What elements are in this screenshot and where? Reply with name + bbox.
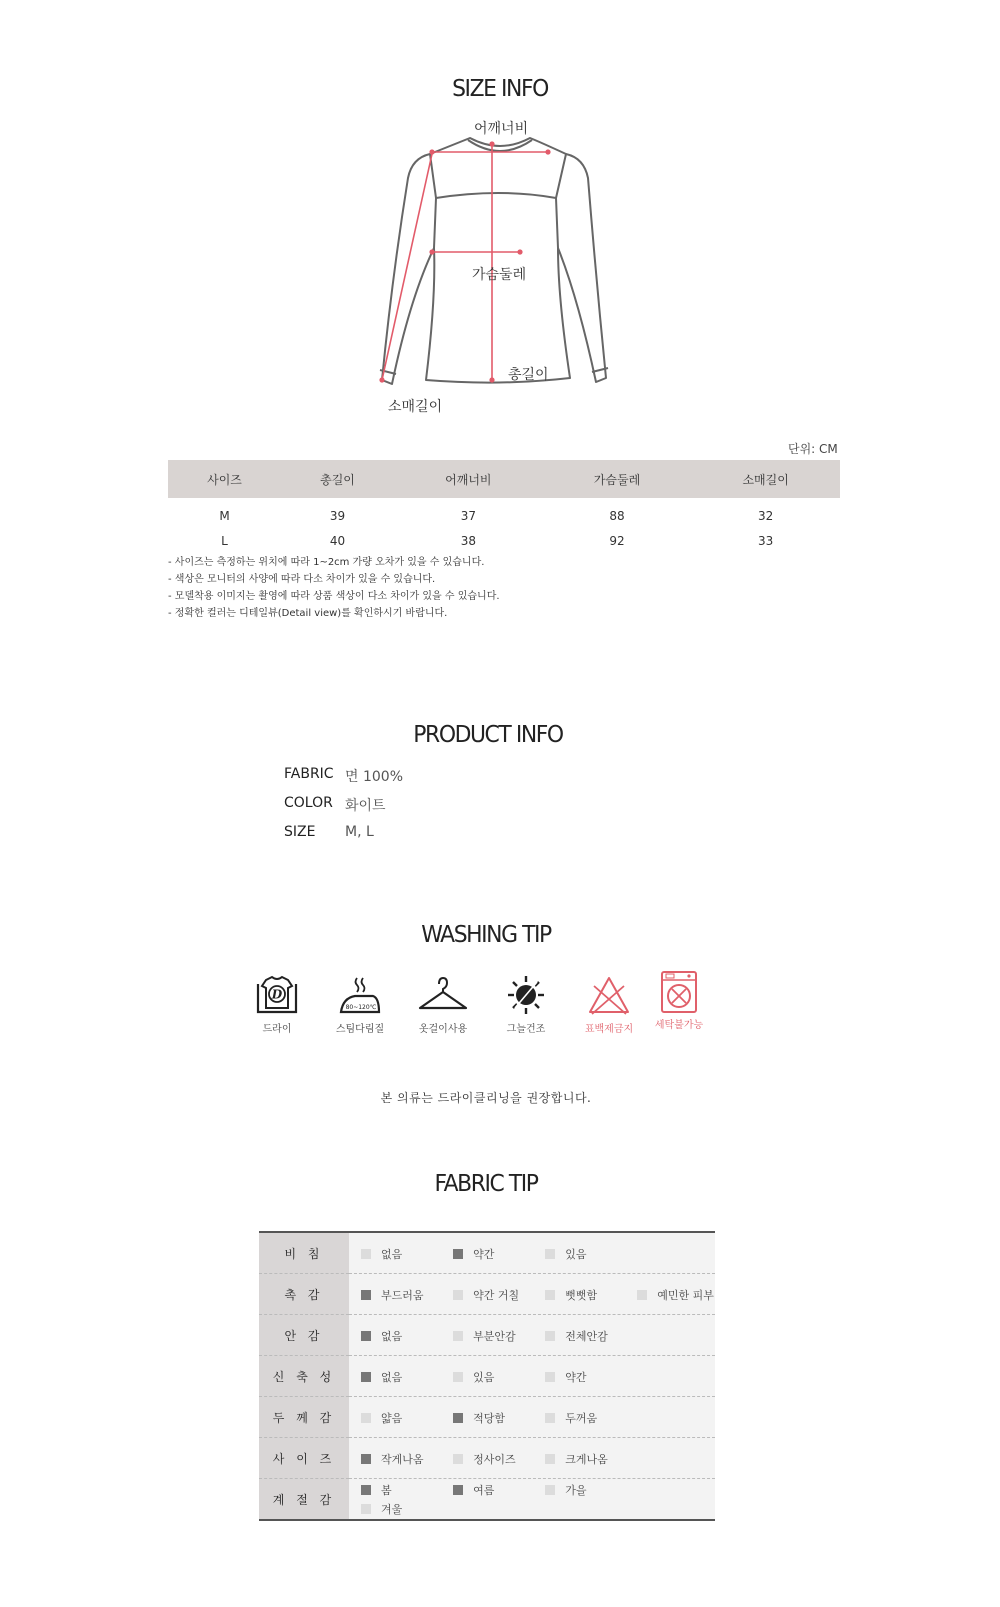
- checkbox-checked-icon: [361, 1331, 371, 1341]
- option-label: 전체안감: [565, 1329, 608, 1343]
- fabric-option: [361, 1501, 448, 1517]
- column-header: 어깨너비: [394, 460, 543, 498]
- wash-label: 옷걸이사용: [418, 1024, 468, 1035]
- fabric-option: [545, 1451, 632, 1467]
- fabric-option: [453, 1451, 540, 1467]
- column-header: 사이즈: [168, 460, 281, 498]
- fabric-tip-options: [349, 1274, 715, 1315]
- product-info-value: M, L: [345, 824, 374, 840]
- size-notes: [168, 554, 500, 622]
- unit-label: 단위: CM: [788, 442, 838, 456]
- fabric-option: [453, 1410, 540, 1426]
- size-table: [168, 460, 840, 553]
- no-bleach-icon: [586, 974, 632, 1016]
- table-row: [259, 1232, 715, 1274]
- fabric-option: [361, 1246, 448, 1262]
- product-info-key: FABRIC: [284, 766, 334, 782]
- fabric-option: [453, 1246, 540, 1262]
- option-label: 있음: [565, 1247, 587, 1261]
- wash-label: 그늘건조: [506, 1024, 546, 1035]
- table-cell: 39: [329, 508, 346, 523]
- checkbox-unchecked-icon: [453, 1454, 463, 1464]
- checkbox-checked-icon: [453, 1413, 463, 1423]
- fabric-tip-key: 두 께 감: [259, 1397, 349, 1438]
- option-label: 얇음: [381, 1411, 403, 1425]
- option-label: 여름: [473, 1484, 495, 1497]
- fabric-tip-options: [349, 1397, 715, 1438]
- table-cell: 38: [460, 533, 476, 548]
- fabric-option: [637, 1287, 714, 1303]
- product-info-value: 화이트: [345, 798, 386, 814]
- checkbox-checked-icon: [453, 1249, 463, 1259]
- column-header: 가슴둘레: [543, 460, 692, 498]
- option-label: 없음: [381, 1329, 403, 1343]
- washing-tip-heading: WASHING TIP: [421, 922, 551, 948]
- checkbox-unchecked-icon: [361, 1249, 371, 1259]
- checkbox-unchecked-icon: [453, 1372, 463, 1382]
- option-label: 가을: [565, 1484, 587, 1497]
- checkbox-unchecked-icon: [361, 1504, 371, 1514]
- fabric-option: [545, 1287, 632, 1303]
- product-info-row: [284, 824, 403, 853]
- fabric-option: [453, 1287, 540, 1303]
- product-info-list: [284, 766, 403, 853]
- table-cell: 40: [329, 533, 346, 548]
- hanger-icon: [417, 974, 469, 1016]
- wash-label: 표백제금지: [584, 1024, 634, 1035]
- dry-clean-icon: [254, 974, 300, 1016]
- checkbox-unchecked-icon: [545, 1485, 555, 1495]
- checkbox-checked-icon: [361, 1485, 371, 1495]
- product-info-key: SIZE: [284, 824, 316, 840]
- note-line: - 사이즈는 측정하는 위치에 따라 1~2cm 가량 오차가 있을 수 있습니다.: [168, 557, 485, 568]
- fabric-option: [361, 1369, 448, 1385]
- table-row: [259, 1274, 715, 1315]
- wash-item-steam-iron: [321, 974, 399, 1035]
- wash-item-shade-dry: [487, 974, 565, 1035]
- care-recommendation: 본 의류는 드라이클리닝을 권장합니다.: [380, 1091, 592, 1105]
- fabric-tip-key: 사 이 즈: [259, 1438, 349, 1479]
- steam-iron-icon: [337, 974, 383, 1016]
- fabric-option: [361, 1451, 448, 1467]
- checkbox-unchecked-icon: [545, 1249, 555, 1259]
- no-washing-machine-icon: [656, 970, 702, 1016]
- fabric-tip-options: [349, 1438, 715, 1479]
- fabric-option: [545, 1369, 632, 1385]
- wash-label: 드라이: [262, 1024, 292, 1035]
- checkbox-checked-icon: [361, 1454, 371, 1464]
- checkbox-unchecked-icon: [545, 1331, 555, 1341]
- option-label: 크게나옴: [565, 1452, 608, 1466]
- table-cell: 88: [609, 508, 625, 523]
- option-label: 있음: [473, 1370, 495, 1384]
- product-info-row: [284, 766, 403, 795]
- product-info-key: COLOR: [284, 795, 333, 811]
- note-line: - 모델착용 이미지는 촬영에 따라 상품 색상이 다소 차이가 있을 수 있습니다.: [168, 591, 500, 602]
- option-label: 봄: [381, 1484, 392, 1497]
- table-cell: 92: [609, 533, 625, 548]
- checkbox-checked-icon: [361, 1290, 371, 1300]
- option-label: 없음: [381, 1370, 403, 1384]
- checkbox-unchecked-icon: [453, 1290, 463, 1300]
- checkbox-checked-icon: [361, 1372, 371, 1382]
- fabric-tip-table: [259, 1231, 715, 1521]
- fabric-option: [545, 1410, 632, 1426]
- option-label: 약간: [473, 1247, 495, 1261]
- option-label: 없음: [381, 1247, 403, 1261]
- option-label: 예민한 피부: [657, 1288, 714, 1302]
- shade-dry-icon: [503, 974, 549, 1016]
- option-label: 작게나옴: [381, 1452, 424, 1466]
- fabric-tip-options: [349, 1232, 715, 1274]
- option-label: 두꺼움: [565, 1411, 598, 1425]
- fabric-tip-options: [349, 1356, 715, 1397]
- table-cell: M: [219, 508, 230, 523]
- fabric-tip-options: [349, 1315, 715, 1356]
- shoulder-label: 어깨너비: [474, 121, 529, 137]
- table-row: [259, 1479, 715, 1521]
- fabric-tip-key: 신 축 성: [259, 1356, 349, 1397]
- fabric-option: [545, 1482, 632, 1498]
- option-label: 정사이즈: [473, 1452, 516, 1466]
- option-label: 적당함: [473, 1411, 505, 1425]
- fabric-option: [361, 1410, 448, 1426]
- column-header: 총길이: [281, 460, 394, 498]
- wash-label: 세탁불가능: [654, 1020, 704, 1031]
- checkbox-unchecked-icon: [545, 1413, 555, 1423]
- table-row: [168, 498, 840, 528]
- fabric-option: [453, 1369, 540, 1385]
- fabric-tip-key: 안 감: [259, 1315, 349, 1356]
- checkbox-unchecked-icon: [361, 1413, 371, 1423]
- note-line: - 정확한 컬러는 디테일뷰(Detail view)를 확인하시기 바랍니다.: [168, 608, 448, 619]
- wash-label: 스팀다림질: [335, 1024, 385, 1035]
- column-header: 소매길이: [691, 460, 840, 498]
- checkbox-checked-icon: [453, 1485, 463, 1495]
- fabric-option: [545, 1328, 632, 1344]
- checkbox-unchecked-icon: [545, 1454, 555, 1464]
- table-row: [168, 528, 840, 553]
- wash-item-hanger: [404, 974, 482, 1035]
- option-label: 약간: [565, 1370, 587, 1384]
- fabric-tip-key: 비 침: [259, 1232, 349, 1274]
- checkbox-unchecked-icon: [453, 1331, 463, 1341]
- table-row: [259, 1356, 715, 1397]
- size-table-header: [168, 460, 840, 498]
- option-label: 뻣뻣함: [565, 1288, 598, 1302]
- fabric-tip-heading: FABRIC TIP: [434, 1171, 538, 1197]
- table-cell: 32: [758, 508, 774, 523]
- table-row: [259, 1397, 715, 1438]
- note-line: - 색상은 모니터의 사양에 따라 다소 차이가 있을 수 있습니다.: [168, 574, 436, 585]
- svg-text:D: D: [271, 987, 283, 1002]
- checkbox-unchecked-icon: [545, 1290, 555, 1300]
- fabric-option: [453, 1328, 540, 1344]
- fabric-tip-key: 촉 감: [259, 1274, 349, 1315]
- svg-text:80~120℃: 80~120℃: [345, 1004, 377, 1011]
- wash-item-dry: [238, 974, 316, 1035]
- fabric-option: [361, 1482, 448, 1498]
- chest-label: 가슴둘레: [472, 267, 527, 283]
- fabric-option: [361, 1287, 448, 1303]
- length-label: 총길이: [508, 367, 549, 383]
- table-row: [259, 1438, 715, 1479]
- product-info-heading: PRODUCT INFO: [413, 722, 563, 748]
- fabric-option: [545, 1246, 632, 1262]
- fabric-tip-key: 계 절 감: [259, 1479, 349, 1521]
- garment-diagram: [370, 118, 630, 418]
- fabric-tip-options: [349, 1479, 715, 1521]
- table-cell: L: [221, 533, 228, 548]
- table-cell: 37: [460, 508, 476, 523]
- fabric-option: [361, 1328, 448, 1344]
- size-info-heading: SIZE INFO: [452, 76, 548, 102]
- option-label: 약간 거칠: [473, 1288, 520, 1302]
- product-info-value: 면 100%: [345, 769, 403, 785]
- table-cell: 33: [758, 533, 774, 548]
- wash-item-no-bleach: [570, 974, 648, 1035]
- option-label: 부드러움: [381, 1288, 424, 1302]
- option-label: 겨울: [381, 1503, 403, 1516]
- checkbox-unchecked-icon: [545, 1372, 555, 1382]
- table-row: [259, 1315, 715, 1356]
- fabric-option: [453, 1482, 540, 1498]
- checkbox-unchecked-icon: [637, 1290, 647, 1300]
- wash-item-no-machine: [640, 974, 718, 1031]
- option-label: 부분안감: [473, 1329, 516, 1343]
- product-info-row: [284, 795, 403, 824]
- sleeve-label: 소매길이: [388, 399, 443, 415]
